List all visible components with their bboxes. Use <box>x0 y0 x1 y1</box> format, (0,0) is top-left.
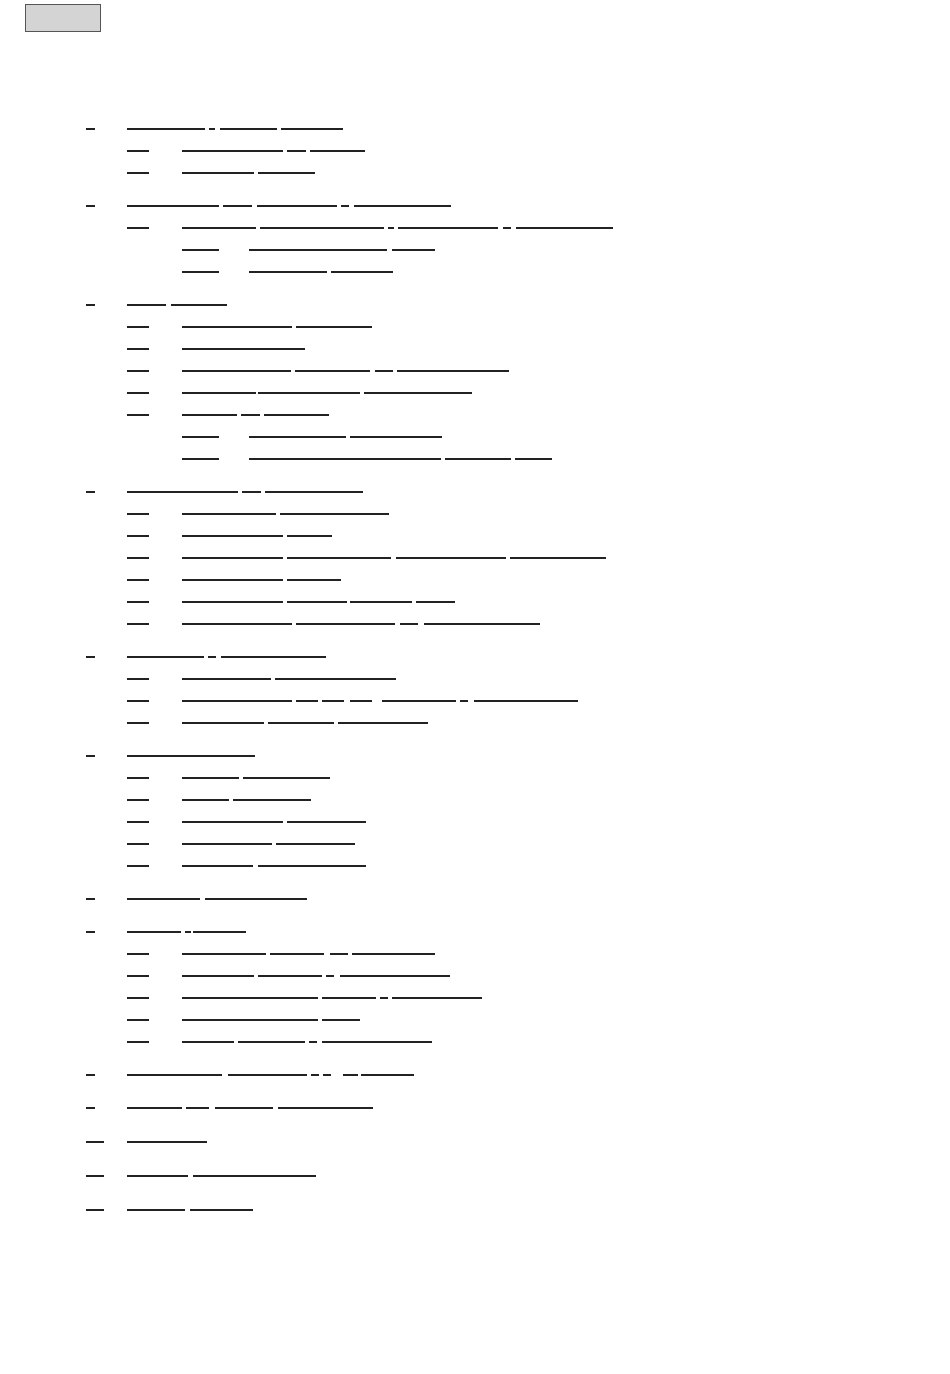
toc-entry-title-link[interactable] <box>127 128 205 130</box>
toc-entry-number-link[interactable] <box>127 997 149 999</box>
toc-entry-title-link[interactable] <box>249 458 441 460</box>
toc-entry-title-link[interactable] <box>310 150 365 152</box>
toc-entry-title-link[interactable] <box>127 1209 185 1211</box>
toc-entry-title-link[interactable] <box>182 601 283 603</box>
toc-entry-number-link[interactable] <box>86 205 95 207</box>
toc-entry-title-link[interactable] <box>296 700 318 702</box>
toc-entry-title-link[interactable] <box>127 755 255 757</box>
toc-entry-title-link[interactable] <box>127 898 200 900</box>
toc-entry-number-link[interactable] <box>127 557 149 559</box>
toc-entry-title-link[interactable] <box>182 953 266 955</box>
toc-entry-title-link[interactable] <box>238 1041 305 1043</box>
toc-entry-title-link[interactable] <box>127 304 166 306</box>
toc-entry-title-link[interactable] <box>228 1074 307 1076</box>
toc-entry-title-link[interactable] <box>249 271 327 273</box>
toc-entry-title-link[interactable] <box>221 656 326 658</box>
toc-entry-title-link[interactable] <box>186 1107 209 1109</box>
toc-entry-title-link[interactable] <box>264 414 329 416</box>
toc-entry-number-link[interactable] <box>127 865 149 867</box>
toc-entry-title-link[interactable] <box>380 997 388 999</box>
toc-entry-title-link[interactable] <box>127 1107 182 1109</box>
toc-entry-title-link[interactable] <box>382 700 456 702</box>
toc-entry-title-link[interactable] <box>287 150 306 152</box>
toc-entry-title-link[interactable] <box>375 370 393 372</box>
toc-entry-title-link[interactable] <box>364 392 472 394</box>
toc-entry-number-link[interactable] <box>86 128 95 130</box>
toc-entry-title-link[interactable] <box>350 700 372 702</box>
toc-entry-title-link[interactable] <box>287 821 366 823</box>
toc-entry-title-link[interactable] <box>182 579 283 581</box>
toc-entry-number-link[interactable] <box>127 722 149 724</box>
toc-entry-number-link[interactable] <box>182 458 219 460</box>
toc-entry-title-link[interactable] <box>249 249 387 251</box>
toc-entry-title-link[interactable] <box>249 436 346 438</box>
toc-entry-title-link[interactable] <box>309 1041 317 1043</box>
toc-entry-title-link[interactable] <box>474 700 578 702</box>
toc-entry-title-link[interactable] <box>275 678 396 680</box>
toc-entry-title-link[interactable] <box>258 975 322 977</box>
toc-entry-title-link[interactable] <box>343 1074 358 1076</box>
toc-entry-number-link[interactable] <box>127 579 149 581</box>
toc-entry-title-link[interactable] <box>258 392 360 394</box>
toc-entry-number-link[interactable] <box>86 1074 95 1076</box>
toc-entry-title-link[interactable] <box>416 601 455 603</box>
toc-entry-number-link[interactable] <box>127 227 149 229</box>
toc-entry-title-link[interactable] <box>182 172 254 174</box>
toc-entry-number-link[interactable] <box>127 843 149 845</box>
toc-entry-number-link[interactable] <box>127 370 149 372</box>
toc-entry-title-link[interactable] <box>171 304 227 306</box>
toc-entry-number-link[interactable] <box>86 656 95 658</box>
toc-entry-title-link[interactable] <box>182 1041 234 1043</box>
toc-entry-title-link[interactable] <box>242 491 261 493</box>
toc-entry-number-link[interactable] <box>86 1107 95 1109</box>
toc-entry-number-link[interactable] <box>127 777 149 779</box>
toc-entry-title-link[interactable] <box>287 601 347 603</box>
toc-entry-title-link[interactable] <box>127 491 238 493</box>
toc-entry-title-link[interactable] <box>503 227 511 229</box>
toc-entry-number-link[interactable] <box>127 535 149 537</box>
toc-entry-number-link[interactable] <box>127 150 149 152</box>
toc-entry-number-link[interactable] <box>127 348 149 350</box>
toc-entry-title-link[interactable] <box>182 326 292 328</box>
toc-entry-title-link[interactable] <box>258 172 315 174</box>
toc-entry-number-link[interactable] <box>127 172 149 174</box>
toc-entry-title-link[interactable] <box>270 953 324 955</box>
toc-entry-number-link[interactable] <box>127 821 149 823</box>
toc-entry-title-link[interactable] <box>400 623 418 625</box>
toc-entry-title-link[interactable] <box>182 623 292 625</box>
toc-entry-title-link[interactable] <box>182 1019 318 1021</box>
toc-entry-title-link[interactable] <box>323 1074 331 1076</box>
toc-entry-title-link[interactable] <box>208 656 216 658</box>
toc-entry-title-link[interactable] <box>322 1041 432 1043</box>
toc-entry-number-link[interactable] <box>127 601 149 603</box>
toc-entry-title-link[interactable] <box>182 227 256 229</box>
toc-entry-title-link[interactable] <box>182 997 318 999</box>
toc-entry-title-link[interactable] <box>354 205 451 207</box>
toc-entry-title-link[interactable] <box>182 777 239 779</box>
toc-entry-title-link[interactable] <box>182 722 264 724</box>
toc-entry-title-link[interactable] <box>340 975 450 977</box>
toc-entry-title-link[interactable] <box>182 975 254 977</box>
toc-entry-number-link[interactable] <box>86 931 95 933</box>
toc-entry-title-link[interactable] <box>278 1107 373 1109</box>
toc-entry-title-link[interactable] <box>424 623 540 625</box>
toc-entry-title-link[interactable] <box>243 777 330 779</box>
toc-entry-number-link[interactable] <box>127 1019 149 1021</box>
toc-entry-number-link[interactable] <box>127 326 149 328</box>
toc-entry-title-link[interactable] <box>182 865 253 867</box>
toc-entry-number-link[interactable] <box>86 1209 104 1211</box>
toc-entry-title-link[interactable] <box>322 700 344 702</box>
toc-entry-number-link[interactable] <box>127 414 149 416</box>
toc-entry-number-link[interactable] <box>127 700 149 702</box>
toc-entry-title-link[interactable] <box>311 1074 319 1076</box>
toc-entry-title-link[interactable] <box>205 898 307 900</box>
toc-entry-title-link[interactable] <box>257 205 337 207</box>
toc-entry-title-link[interactable] <box>326 975 334 977</box>
toc-entry-title-link[interactable] <box>182 843 272 845</box>
toc-entry-title-link[interactable] <box>127 1141 207 1143</box>
toc-entry-title-link[interactable] <box>287 579 341 581</box>
toc-entry-title-link[interactable] <box>295 370 370 372</box>
toc-entry-title-link[interactable] <box>397 370 509 372</box>
toc-entry-title-link[interactable] <box>127 1074 222 1076</box>
toc-entry-number-link[interactable] <box>127 953 149 955</box>
toc-entry-title-link[interactable] <box>331 271 393 273</box>
toc-entry-title-link[interactable] <box>322 1019 360 1021</box>
toc-entry-title-link[interactable] <box>265 491 363 493</box>
toc-entry-title-link[interactable] <box>182 700 292 702</box>
toc-entry-number-link[interactable] <box>127 678 149 680</box>
toc-entry-number-link[interactable] <box>127 513 149 515</box>
toc-entry-title-link[interactable] <box>445 458 511 460</box>
toc-entry-title-link[interactable] <box>398 227 498 229</box>
toc-entry-number-link[interactable] <box>127 799 149 801</box>
toc-entry-title-link[interactable] <box>215 1107 273 1109</box>
toc-entry-title-link[interactable] <box>182 392 256 394</box>
toc-entry-title-link[interactable] <box>510 557 606 559</box>
toc-entry-title-link[interactable] <box>182 557 283 559</box>
toc-entry-title-link[interactable] <box>182 799 229 801</box>
toc-entry-number-link[interactable] <box>86 1141 104 1143</box>
toc-entry-title-link[interactable] <box>460 700 468 702</box>
toc-entry-title-link[interactable] <box>276 843 355 845</box>
toc-entry-number-link[interactable] <box>86 304 95 306</box>
toc-entry-title-link[interactable] <box>268 722 334 724</box>
toc-entry-title-link[interactable] <box>223 205 252 207</box>
toc-entry-title-link[interactable] <box>182 821 283 823</box>
toc-entry-number-link[interactable] <box>127 975 149 977</box>
toc-entry-title-link[interactable] <box>193 931 246 933</box>
toc-entry-title-link[interactable] <box>182 348 305 350</box>
toc-entry-title-link[interactable] <box>127 656 204 658</box>
toc-entry-number-link[interactable] <box>127 392 149 394</box>
toc-entry-title-link[interactable] <box>182 678 271 680</box>
toc-entry-number-link[interactable] <box>127 1041 149 1043</box>
toc-entry-number-link[interactable] <box>127 623 149 625</box>
toc-entry-title-link[interactable] <box>209 128 215 130</box>
toc-entry-title-link[interactable] <box>241 414 260 416</box>
toc-entry-title-link[interactable] <box>220 128 277 130</box>
toc-entry-title-link[interactable] <box>392 249 435 251</box>
toc-entry-title-link[interactable] <box>338 722 428 724</box>
toc-entry-title-link[interactable] <box>296 623 395 625</box>
toc-entry-number-link[interactable] <box>86 491 95 493</box>
toc-entry-title-link[interactable] <box>193 1175 316 1177</box>
toc-entry-title-link[interactable] <box>182 150 283 152</box>
toc-entry-title-link[interactable] <box>127 205 219 207</box>
toc-entry-title-link[interactable] <box>182 535 283 537</box>
toc-entry-title-link[interactable] <box>190 1209 253 1211</box>
toc-entry-title-link[interactable] <box>281 128 343 130</box>
toc-entry-number-link[interactable] <box>182 271 219 273</box>
toc-entry-title-link[interactable] <box>515 458 552 460</box>
toc-entry-number-link[interactable] <box>86 755 95 757</box>
toc-entry-title-link[interactable] <box>350 436 442 438</box>
toc-entry-title-link[interactable] <box>388 227 394 229</box>
toc-entry-title-link[interactable] <box>341 205 349 207</box>
toc-entry-number-link[interactable] <box>86 898 95 900</box>
toc-entry-title-link[interactable] <box>280 513 389 515</box>
toc-entry-title-link[interactable] <box>182 370 291 372</box>
toc-entry-title-link[interactable] <box>287 557 391 559</box>
toc-entry-number-link[interactable] <box>86 1175 104 1177</box>
toc-entry-title-link[interactable] <box>182 414 237 416</box>
toc-entry-title-link[interactable] <box>352 953 435 955</box>
toc-entry-title-link[interactable] <box>350 601 412 603</box>
toc-entry-title-link[interactable] <box>233 799 311 801</box>
toc-entry-title-link[interactable] <box>392 997 482 999</box>
toc-entry-number-link[interactable] <box>182 436 219 438</box>
toc-entry-title-link[interactable] <box>260 227 384 229</box>
toc-entry-title-link[interactable] <box>516 227 613 229</box>
toc-entry-title-link[interactable] <box>396 557 506 559</box>
toc-entry-title-link[interactable] <box>182 513 276 515</box>
toc-entry-title-link[interactable] <box>287 535 332 537</box>
toc-entry-title-link[interactable] <box>330 953 348 955</box>
toc-entry-number-link[interactable] <box>182 249 219 251</box>
toc-entry-title-link[interactable] <box>185 931 191 933</box>
toc-entry-title-link[interactable] <box>322 997 376 999</box>
toc-entry-title-link[interactable] <box>127 931 181 933</box>
toc-entry-title-link[interactable] <box>127 1175 188 1177</box>
toc-entry-title-link[interactable] <box>296 326 372 328</box>
toc-entry-title-link[interactable] <box>361 1074 414 1076</box>
toc-entry-title-link[interactable] <box>258 865 366 867</box>
